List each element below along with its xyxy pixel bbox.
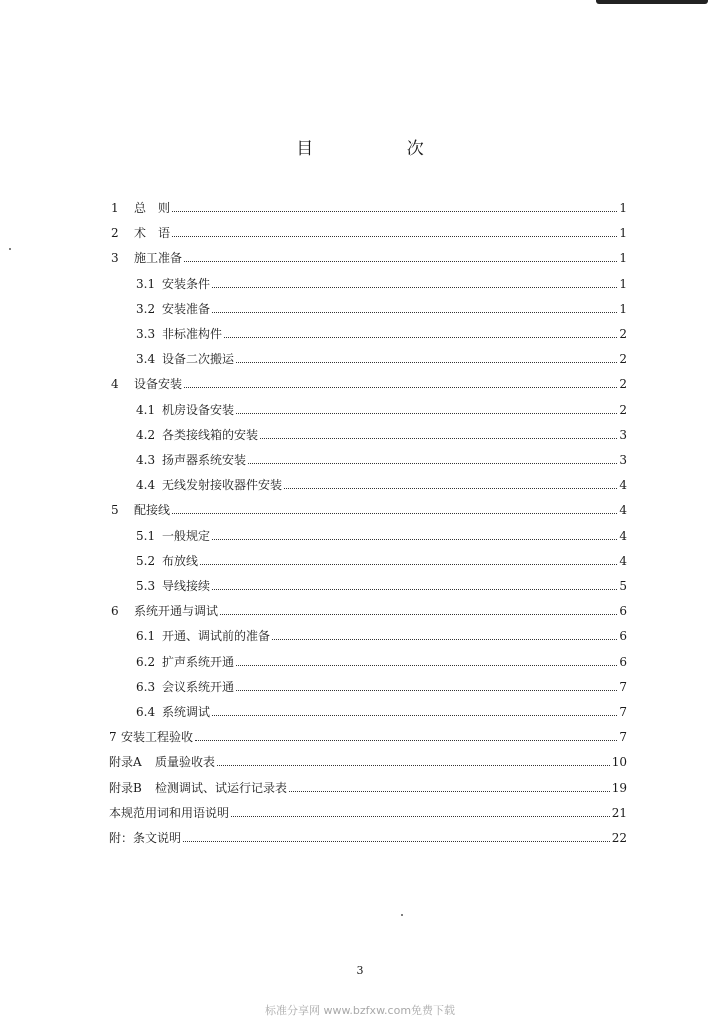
toc-entry-label: 设备二次搬运 — [162, 352, 235, 367]
toc-entry-page: 22 — [611, 831, 627, 845]
toc-entry-label: 安装工程验收 — [121, 730, 194, 745]
toc-entry-number: 附录B — [109, 780, 142, 795]
toc-entry-number: 3.4 — [136, 352, 156, 367]
dot-leader — [212, 715, 617, 716]
dot-leader — [172, 513, 617, 514]
toc-entry[interactable] — [136, 651, 627, 669]
toc-entry-label: 术 语 — [134, 226, 171, 241]
toc-entry-label: 本规范用词和用语说明 — [109, 805, 230, 820]
dot-leader — [172, 211, 617, 212]
scan-edge-mark — [596, 0, 708, 4]
toc-entry-label: 导线接续 — [162, 579, 211, 593]
toc-entry-label: 设备安装 — [134, 377, 183, 392]
toc-entry-page: 5 — [619, 579, 627, 593]
toc-entry[interactable] — [136, 525, 627, 543]
toc-entry-label: 检测调试、试运行记录表 — [155, 780, 288, 795]
toc-entry-number: 3.1 — [136, 276, 156, 291]
toc-entry-page: 21 — [611, 805, 627, 820]
toc-entry[interactable] — [136, 348, 627, 366]
toc-entry-number: 6.2 — [136, 654, 156, 669]
dot-leader — [272, 639, 617, 640]
toc-entry-label: 无线发射接收器件安装 — [162, 478, 283, 493]
toc-entry[interactable] — [136, 625, 627, 643]
toc-entry-page: 1 — [619, 201, 627, 215]
toc-entry-number: 4.4 — [136, 478, 156, 493]
toc-entry[interactable] — [109, 777, 627, 795]
toc-entry-page: 19 — [611, 780, 627, 795]
toc-entry-number: 6.1 — [136, 629, 156, 644]
dot-leader — [212, 287, 617, 288]
scan-speck — [9, 248, 11, 250]
page-title: 目 次 — [296, 139, 468, 159]
dot-leader — [212, 539, 617, 540]
toc-entry[interactable] — [136, 323, 627, 341]
toc-entry[interactable] — [109, 802, 627, 820]
toc-entry[interactable] — [136, 676, 627, 694]
toc-entry-page: 6 — [619, 629, 627, 644]
toc-entry-number: 3.3 — [136, 327, 156, 341]
toc-entry[interactable] — [136, 575, 627, 593]
toc-entry-page: 7 — [619, 730, 627, 745]
toc-entry-page: 1 — [619, 226, 627, 241]
toc-entry-page: 3 — [619, 427, 627, 442]
toc-entry-page: 1 — [619, 276, 627, 291]
toc-entry[interactable] — [111, 499, 627, 517]
dot-leader — [217, 765, 610, 766]
dot-leader — [236, 362, 617, 363]
page-number: 3 — [356, 964, 364, 977]
toc-entry-label: 配接线 — [134, 503, 171, 518]
dot-leader — [172, 236, 617, 237]
dot-leader — [236, 413, 617, 414]
toc-entry-label: 会议系统开通 — [162, 679, 235, 694]
dot-leader — [224, 337, 617, 338]
toc-entry-page: 2 — [619, 377, 627, 392]
dot-leader — [236, 690, 617, 691]
toc-entry[interactable] — [136, 474, 627, 492]
toc-entry-page: 4 — [619, 478, 627, 493]
toc-entry[interactable] — [136, 550, 627, 568]
toc-entry-page: 4 — [619, 553, 627, 568]
toc-entry-label: 系统调试 — [162, 705, 211, 719]
toc-entry-label: 安装条件 — [162, 276, 211, 291]
dot-leader — [248, 463, 617, 464]
toc-entry[interactable] — [111, 373, 627, 391]
toc-entry-label: 一般规定 — [162, 528, 211, 543]
toc-entry-page: 2 — [619, 352, 627, 367]
toc-entry[interactable] — [136, 298, 627, 316]
toc-entry-page: 7 — [619, 705, 627, 719]
dot-leader — [212, 589, 617, 590]
toc-entry-number: 1 — [111, 201, 119, 215]
toc-entry-label: 系统开通与调试 — [134, 604, 219, 619]
toc-entry-page: 10 — [611, 755, 627, 770]
dot-leader — [183, 841, 610, 842]
toc-entry[interactable] — [109, 726, 627, 744]
toc-entry-label: 扩声系统开通 — [162, 654, 235, 669]
toc-entry-page: 4 — [619, 528, 627, 543]
toc-entry[interactable] — [136, 449, 627, 467]
toc-entry-number: 5.1 — [136, 528, 156, 543]
toc-entry-label: 安装准备 — [162, 301, 211, 316]
toc-entry-number: 3 — [111, 251, 119, 266]
toc-entry-number: 6 — [111, 604, 119, 619]
toc-entry-label: 质量验收表 — [155, 755, 216, 770]
dot-leader — [220, 614, 617, 615]
scan-speck — [401, 914, 403, 916]
watermark-text: 标准分享网 www.bzfxw.com免费下载 — [264, 1004, 456, 1017]
toc-entry-number: 2 — [111, 226, 119, 241]
toc-entry-page: 7 — [619, 679, 627, 694]
toc-entry-number: 4.2 — [136, 427, 156, 442]
toc-entry-label: 各类接线箱的安装 — [162, 427, 259, 442]
toc-entry-label: 总 则 — [134, 201, 171, 215]
dot-leader — [231, 816, 610, 817]
toc-entry-page: 2 — [619, 402, 627, 417]
dot-leader — [289, 791, 610, 792]
dot-leader — [260, 438, 617, 439]
toc-entry-number: 4.1 — [136, 402, 156, 417]
toc-entry-label: 非标准构件 — [162, 327, 223, 341]
toc-entry-number: 4.3 — [136, 453, 156, 467]
toc-entry-label: 扬声器系统安装 — [162, 453, 247, 467]
toc-entry-number: 6.3 — [136, 679, 156, 694]
toc-entry-page: 3 — [619, 453, 627, 467]
toc-entry-number: 5.2 — [136, 553, 156, 568]
toc-entry-label: 布放线 — [162, 553, 199, 568]
toc-entry-number: 附： — [109, 831, 134, 845]
dot-leader — [284, 488, 617, 489]
toc-entry-number: 7 — [109, 730, 117, 745]
dot-leader — [200, 564, 617, 565]
dot-leader — [184, 261, 617, 262]
toc-entry-number: 附录A — [109, 755, 142, 770]
dot-leader — [212, 312, 617, 313]
toc-entry[interactable] — [111, 197, 627, 215]
toc-entry[interactable] — [111, 222, 627, 240]
dot-leader — [236, 665, 617, 666]
toc-entry-page: 6 — [619, 604, 627, 619]
toc-entry[interactable] — [136, 701, 627, 719]
toc-entry-label: 条文说明 — [133, 831, 182, 845]
dot-leader — [195, 740, 617, 741]
toc-entry[interactable] — [111, 600, 627, 618]
toc-entry[interactable] — [136, 399, 627, 417]
toc-entry[interactable] — [136, 273, 627, 291]
toc-entry-page: 2 — [619, 327, 627, 341]
dot-leader — [184, 387, 617, 388]
toc-entry-label: 施工准备 — [134, 251, 183, 266]
toc-entry-number: 4 — [111, 377, 119, 392]
toc-entry[interactable] — [109, 751, 627, 769]
toc-entry-label: 开通、调试前的准备 — [162, 629, 271, 644]
toc-entry-number: 5.3 — [136, 579, 156, 593]
toc-entry-number: 3.2 — [136, 301, 156, 316]
toc-entry[interactable] — [111, 247, 627, 265]
toc-entry-page: 1 — [619, 301, 627, 316]
toc-entry-page: 4 — [619, 503, 627, 518]
toc-entry-number: 6.4 — [136, 705, 156, 719]
toc-entry[interactable] — [136, 424, 627, 442]
toc-entry-page: 6 — [619, 654, 627, 669]
toc-entry-number: 5 — [111, 503, 119, 518]
toc-entry-label: 机房设备安装 — [162, 402, 235, 417]
toc-entry-page: 1 — [619, 251, 627, 266]
toc-entry[interactable] — [109, 827, 627, 845]
